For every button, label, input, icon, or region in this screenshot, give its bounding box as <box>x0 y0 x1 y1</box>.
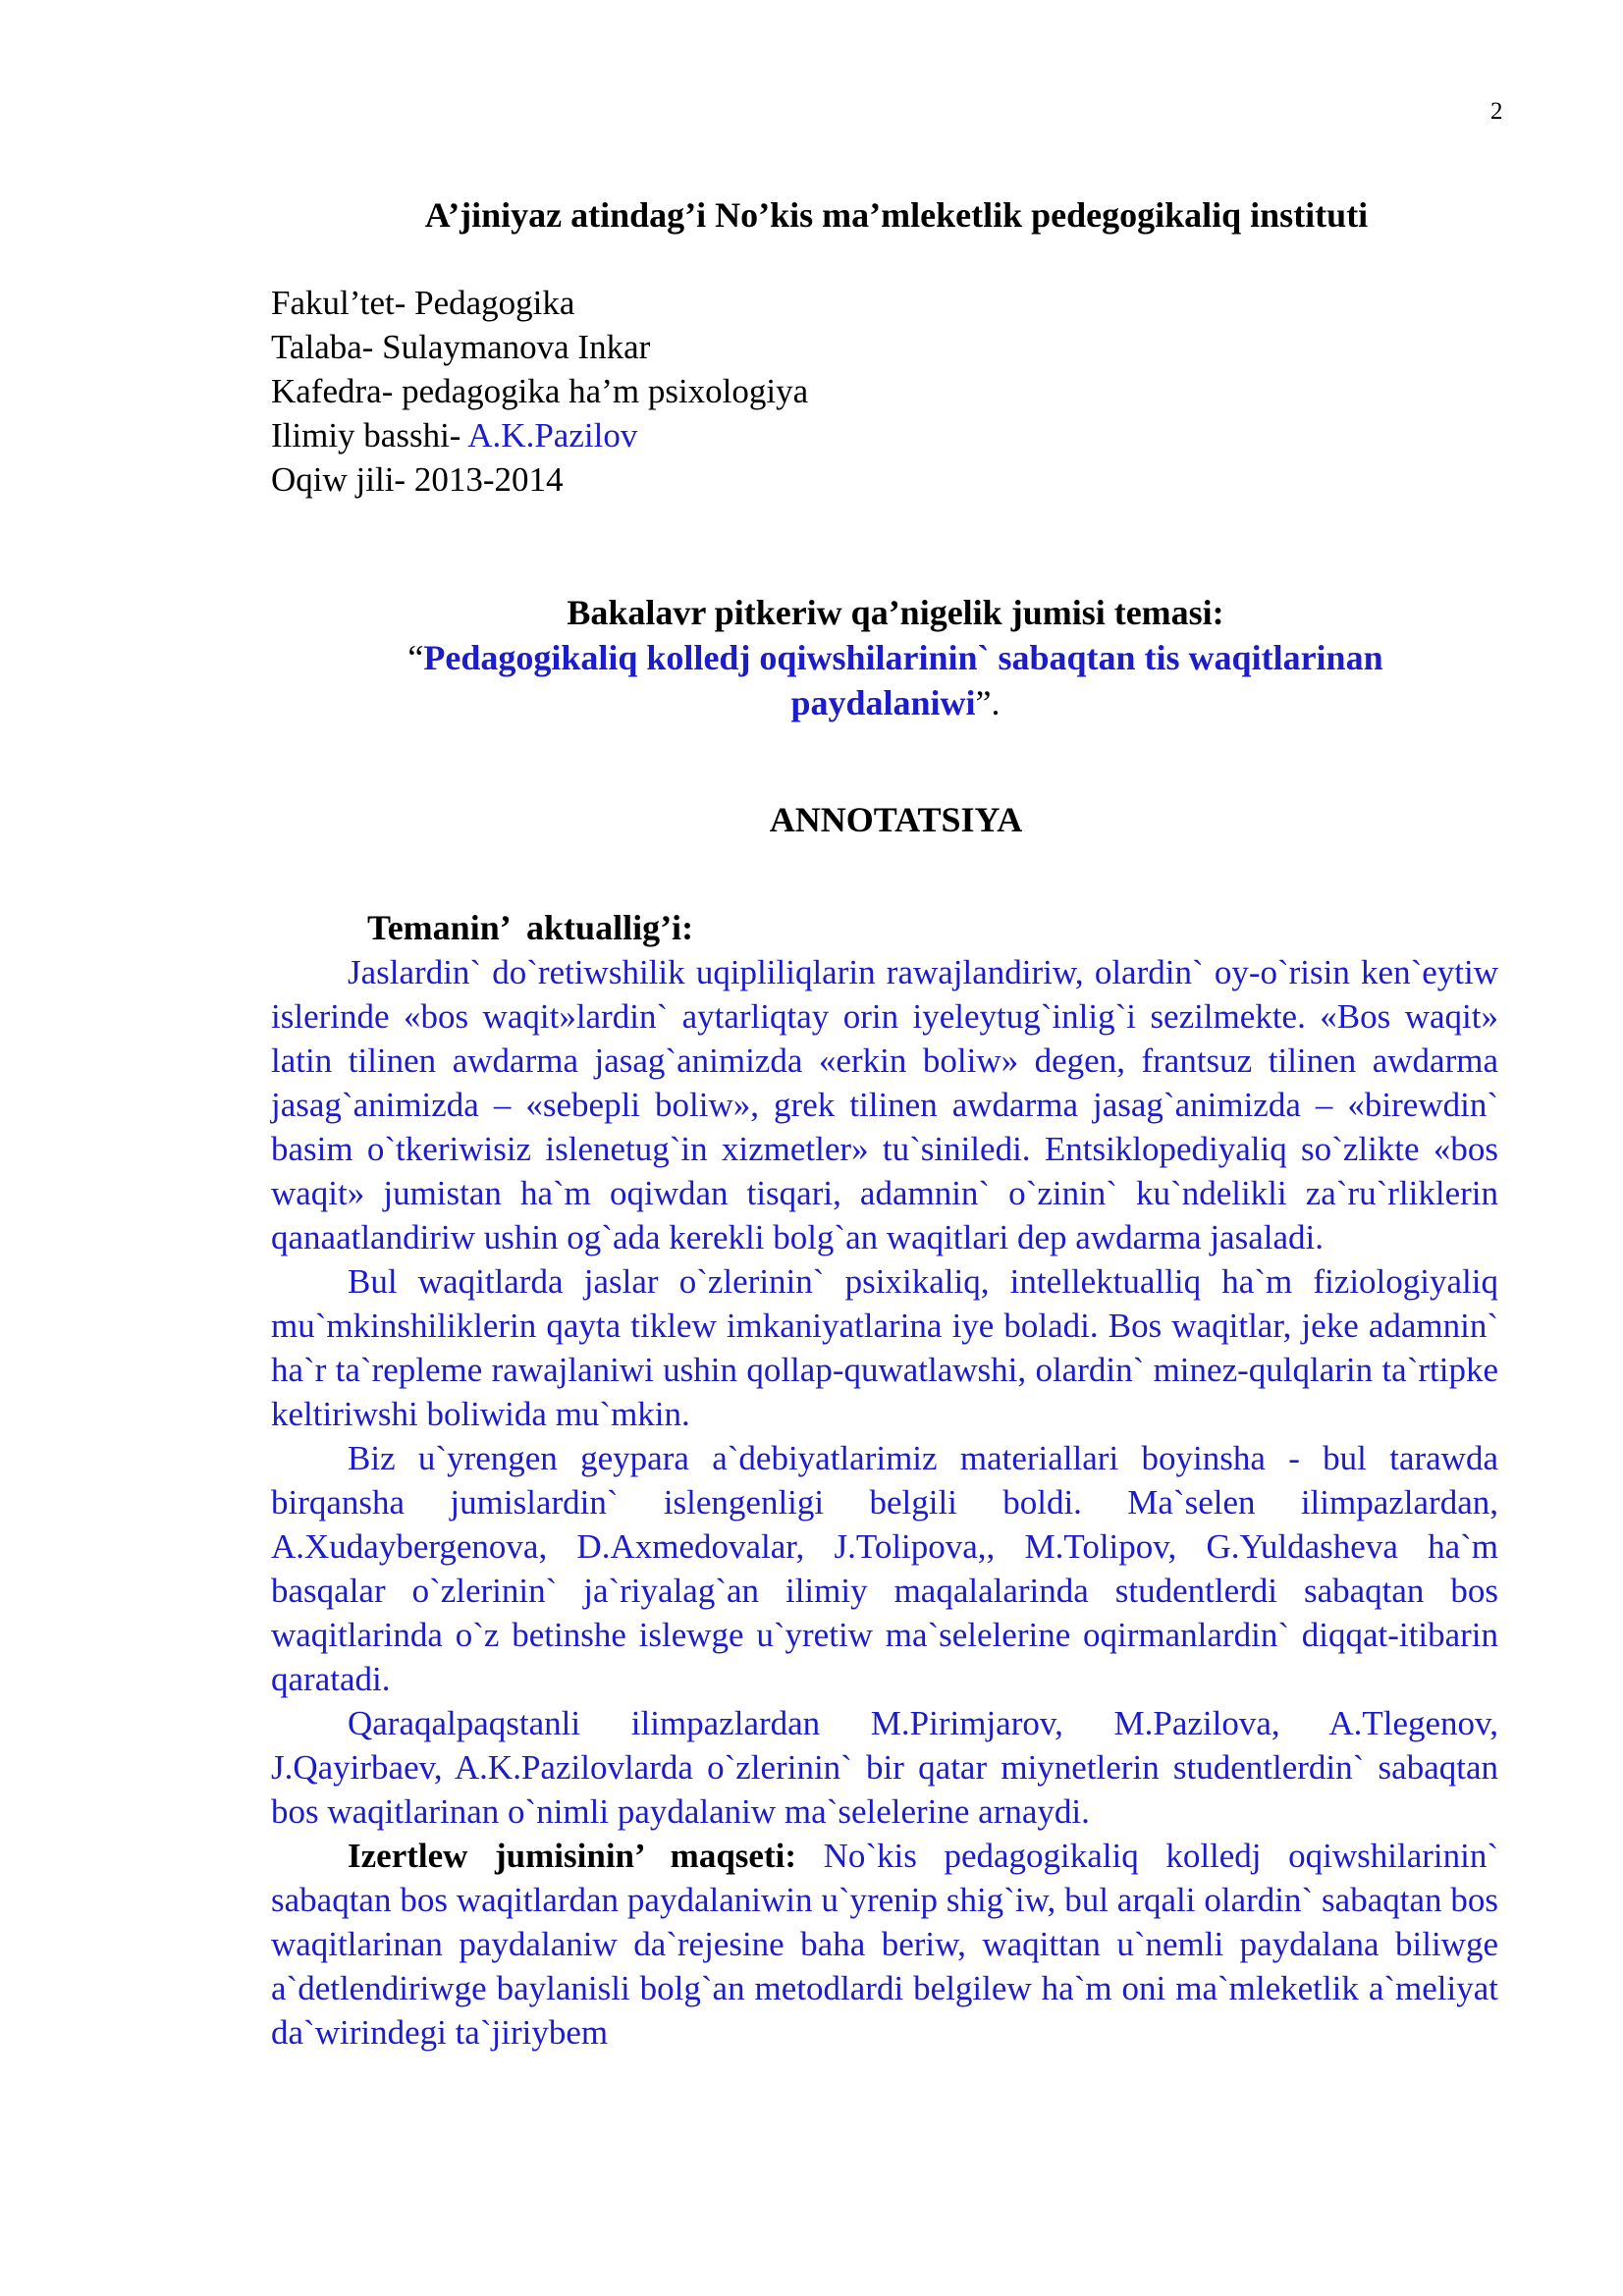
page-number: 2 <box>1490 98 1503 125</box>
student-info-block <box>271 281 808 502</box>
annotation-heading: ANNOTATSIYA <box>769 800 1023 839</box>
supervisor-label: Ilimiy basshi- <box>271 416 468 454</box>
paragraph-1: Jaslardin` do`retiwshilik uqipliliqlarin rawajlandiriw, olardin` oy-o`risin ken`eytiw islerinde «bos waqit»lardin` aytarliqtay orin iyeleytug`inlig`i sezilmekte. «Bos waqit» latin tilinen awdarma jasag`animizda «erkin boliw» degen, frantsuz tilinen awdarma jasag`animizda – «sebepli boliw», grek tilinen awdarma jasag`animizda – «birewdin` basim o`tkeriwisiz islenetug`in xizmetler» tu`siniledi. Entsiklopediyaliq so`zlikte «bos waqit» jumistan ha`m oqiwdan tisqari, adamnin` o`zinin` ku`ndelikli za`ru`rliklerin qanaatlandiriw ushin og`ada kerekli bolg`an waqitlari dep awdarma jasaladi. <box>271 953 1498 1256</box>
faculty-line: Fakul’tet- Pedagogika <box>271 284 575 322</box>
institution-title: A’jiniyaz atindag’i No’kis ma’mleketlik pedegogikaliq instituti <box>424 195 1369 235</box>
supervisor-name: A.K.Pazilov <box>467 416 638 454</box>
paragraph-4: Qaraqalpaqstanli ilimpazlardan M.Pirimjarov, M.Pazilova, A.Tlegenov, J.Qayirbaev, A.K.Pazilovlarda o`zlerinin` bir qatar miynetlerin studentlerdin` sabaqtan bos waqitlarinan o`nimli paydalaniw ma`selelerine arnaydi. <box>271 1704 1498 1831</box>
department-line: Kafedra- pedagogika ha’m psixologiya <box>271 372 809 410</box>
student-line: Talaba- Sulaymanova Inkar <box>271 328 651 366</box>
actuality-heading: Temanin’ aktuallig’i: <box>367 908 694 947</box>
research-goal-text: No`kis pedagogikaliq kolledj oqiwshilarinin` sabaqtan bos waqitlardan paydalaniwin u`yrenip shig`iw, bul arqali olardin` sabaqtan bos waqitlarinan paydalaniw da`rejesine baha beriw, waqittan u`nemli paydalana biliwge a`detlendiriwge baylanisli bolg`an metodlardi belgilew ha`m oni ma`mleketlik a`meliyat da`wirindegi ta`jiriybem <box>271 1837 1498 2052</box>
paragraph-5 <box>271 1834 1498 2055</box>
research-goal-label: Izertlew jumisinin’ maqseti: <box>348 1837 796 1875</box>
paragraph-2: Bul waqitlarda jaslar o`zlerinin` psixikaliq, intellektualliq ha`m fiziologiyaliq mu`mkinshiliklerin qayta tiklew imkaniyatlarina iye boladi. Bos waqitlar, jeke adamnin` ha`r ta`repleme rawajlaniwi ushin qollap-quwatlawshi, olardin` minez-qulqlarin ta`rtipke keltiriwshi boliwida mu`mkin. <box>271 1262 1498 1433</box>
paragraph-3: Biz u`yrengen geypara a`debiyatlarimiz materiallari boyinsha - bul tarawda birqansha jumislardin` islengenligi belgili boldi. Ma`selen ilimpazlardan, A.Xudaybergenova, D.Axmedovalar, J.Tolipova,, M.Tolipov, G.Yuldasheva ha`m basqalar o`zlerinin` ja`riyalag`an ilimiy maqalalarinda studentlerdi sabaqtan bos waqitlarinda o`z betinshe islewge u`yretiw ma`selelerine oqirmanlardin` diqqat-itibarin qaratadi. <box>271 1439 1498 1698</box>
open-quote: “ <box>407 638 424 677</box>
supervisor-line <box>271 413 808 457</box>
close-quote: ”. <box>975 683 1001 722</box>
thesis-theme-block <box>350 590 1441 725</box>
study-year-line: Oqiw jili- 2013-2014 <box>271 460 564 499</box>
annotation-body <box>271 950 1498 2055</box>
thesis-theme-label: Bakalavr pitkeriw qa’nigelik jumisi temasi: <box>567 593 1224 632</box>
thesis-theme-title: Pedagogikaliq kolledj oqiwshilarinin` sabaqtan tis waqitlarinan paydalaniwi <box>423 638 1383 722</box>
